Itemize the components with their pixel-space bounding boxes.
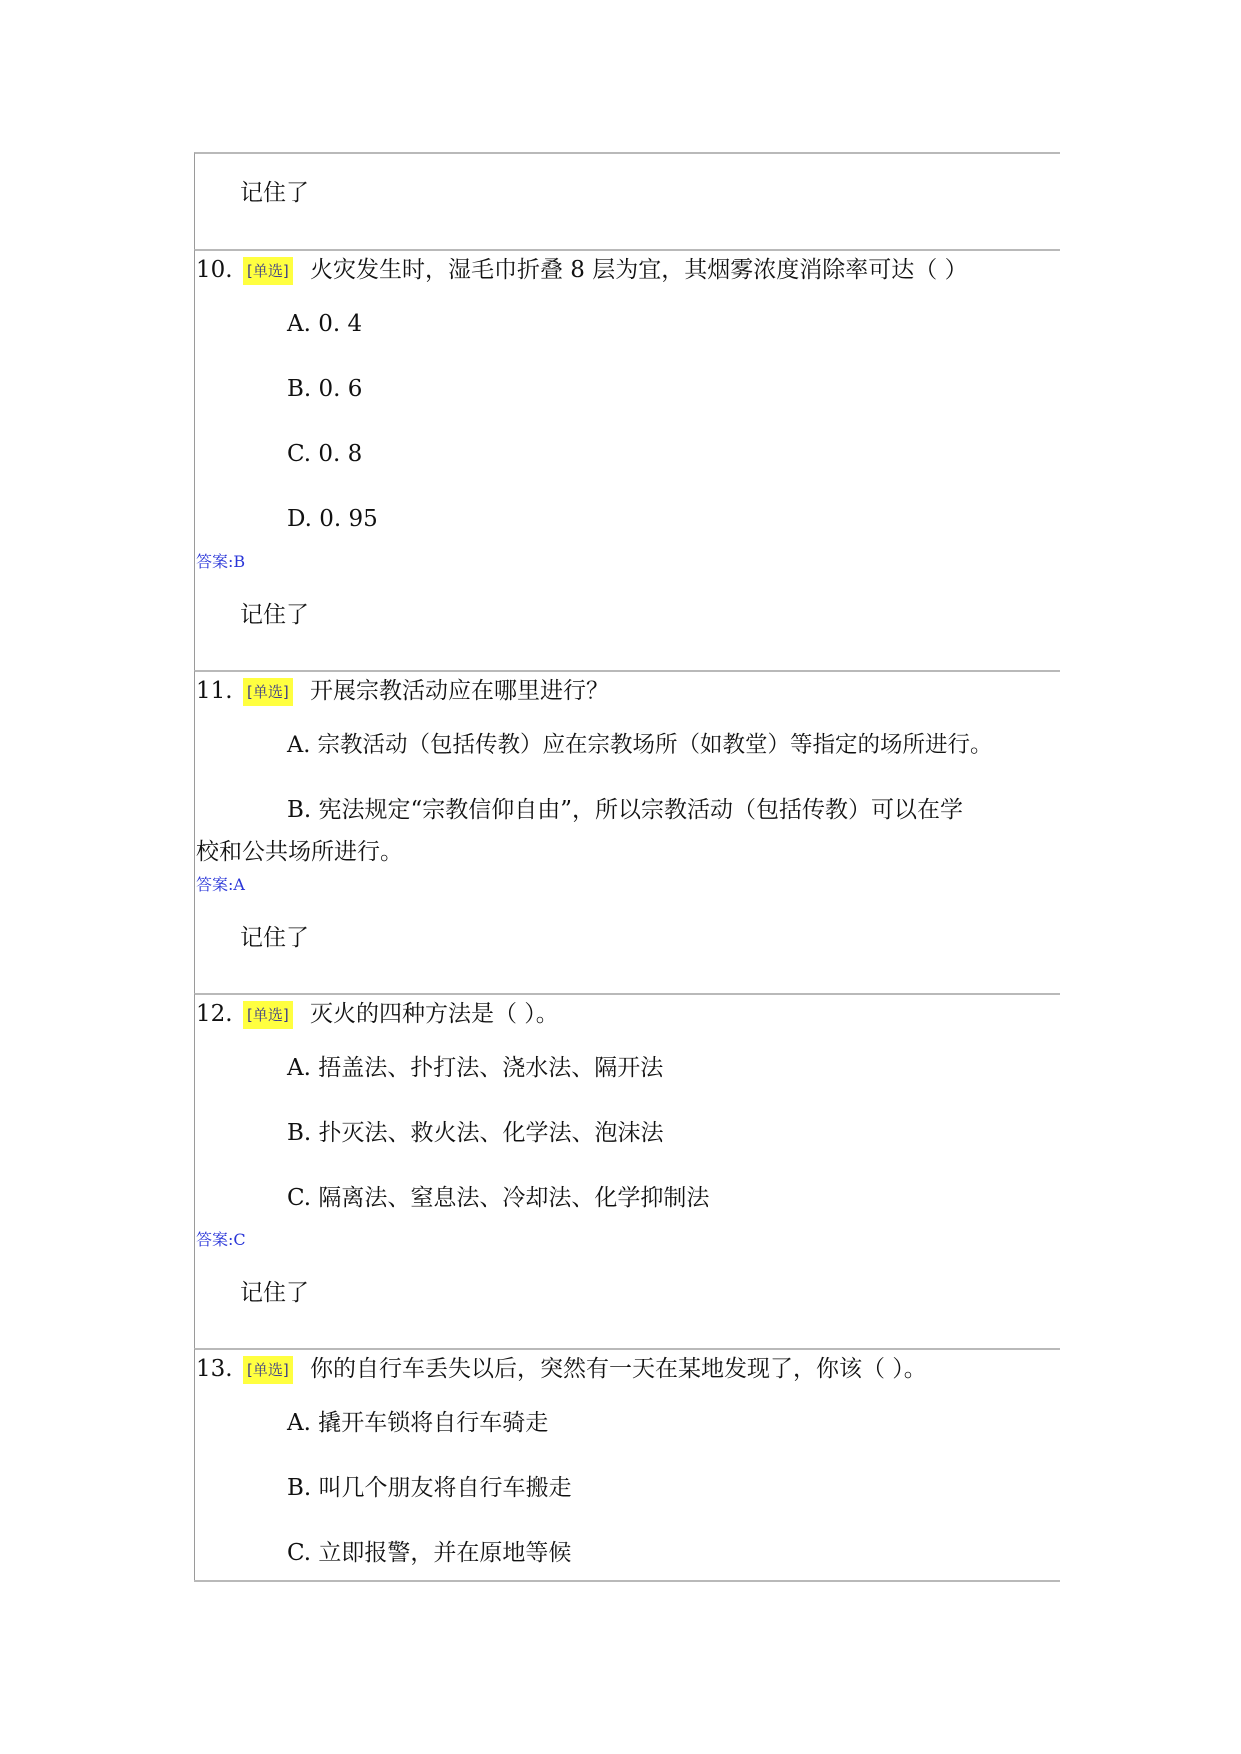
option-c: C. 立即报警，并在原地等候: [287, 1540, 572, 1566]
question-number: 10.: [196, 257, 233, 283]
question-text: 火灾发生时，湿毛巾折叠 8 层为宜，其烟雾浓度消除率可达（ ）: [310, 257, 968, 283]
question-text: 你的自行车丢失以后，突然有一天在某地发现了，你该（ ）。: [310, 1356, 927, 1382]
option-b: B. 扑灭法、救火法、化学法、泡沫法: [287, 1120, 664, 1146]
table-bottom-border: [194, 1580, 1060, 1582]
option-b: B. 叫几个朋友将自行车搬走: [287, 1475, 572, 1501]
question-block-9-tail: [194, 152, 1060, 249]
question-block-12: [194, 993, 1060, 1348]
option-a: A. 捂盖法、扑打法、浇水法、隔开法: [287, 1055, 664, 1081]
question-text: 灭火的四种方法是（ ）。: [310, 1001, 559, 1027]
question-number: 13.: [196, 1356, 233, 1382]
question-number: 11.: [196, 678, 233, 704]
answer-label: 答案:B: [196, 552, 246, 571]
option-b: B. 宪法规定“宗教信仰自由”，所以宗教活动（包括传教）可以在学: [287, 797, 964, 823]
question-number: 12.: [196, 1001, 233, 1027]
question-text: 开展宗教活动应在哪里进行？: [310, 678, 609, 704]
remember-link[interactable]: 记住了: [240, 180, 309, 206]
answer-label: 答案:C: [196, 1230, 246, 1249]
remember-link[interactable]: 记住了: [240, 925, 309, 951]
option-a: A. 撬开车锁将自行车骑走: [287, 1410, 549, 1436]
option-c: C. 隔离法、窒息法、冷却法、化学抑制法: [287, 1185, 710, 1211]
remember-link[interactable]: 记住了: [240, 602, 309, 628]
single-choice-tag: [单选]: [243, 678, 293, 706]
option-c: C. 0. 8: [287, 441, 363, 467]
option-a: A. 0. 4: [287, 311, 363, 337]
option-b-continued: 校和公共场所进行。: [196, 839, 403, 865]
answer-label: 答案:A: [196, 875, 245, 894]
option-d: D. 0. 95: [287, 506, 378, 532]
single-choice-tag: [单选]: [243, 1001, 293, 1029]
single-choice-tag: [单选]: [243, 257, 293, 285]
option-b: B. 0. 6: [287, 376, 363, 402]
remember-link[interactable]: 记住了: [240, 1280, 309, 1306]
question-block-11: [194, 670, 1060, 993]
option-a: A. 宗教活动（包括传教）应在宗教场所（如教堂）等指定的场所进行。: [287, 732, 993, 758]
single-choice-tag: [单选]: [243, 1356, 293, 1384]
